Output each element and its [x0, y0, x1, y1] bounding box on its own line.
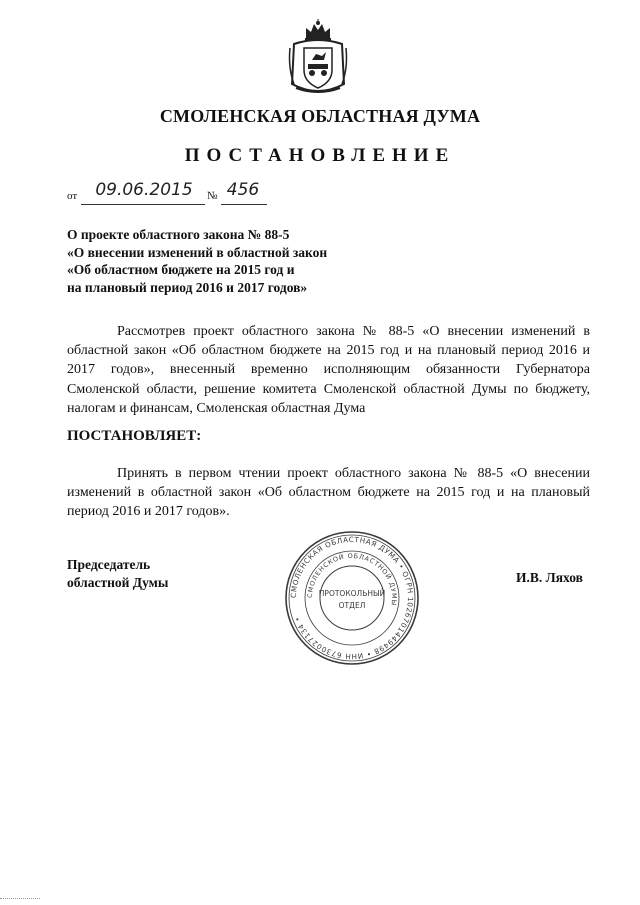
- handwritten-date: 09.06.2015: [95, 180, 193, 200]
- signatory-title-line: Председатель: [67, 557, 151, 572]
- stamp-inner-ring-text: СМОЛЕНСКОЙ ОБЛАСТНОЙ ДУМЫ: [305, 551, 399, 607]
- decree-heading: ПОСТАНОВЛЯЕТ:: [67, 428, 202, 444]
- stamp-center-line: ОТДЕЛ: [338, 601, 366, 610]
- date-number-line: [67, 180, 287, 208]
- subject-line: «О внесении изменений в областной закон: [67, 244, 328, 260]
- subject-line: на плановый период 2016 и 2017 годов»: [67, 279, 308, 295]
- page-edge-mark: [0, 898, 40, 899]
- document-subject: [67, 226, 487, 296]
- handwritten-number: 456: [226, 180, 260, 200]
- stamp-center-line: ПРОТОКОЛЬНЫЙ: [318, 589, 386, 598]
- number-label: №: [207, 190, 218, 202]
- stamp-ring-text: СМОЛЕНСКАЯ ОБЛАСТНАЯ ДУМА • ОГРН 1026701449498 • ИНН 6730027134 •: [288, 534, 416, 662]
- date-underline: [81, 204, 205, 205]
- official-stamp: [282, 528, 422, 668]
- document-type-title: ПОСТАНОВЛЕНИЕ: [184, 145, 456, 166]
- subject-line: «Об областном бюджете на 2015 год и: [67, 262, 295, 277]
- signatory-name: И.В. Ляхов: [516, 570, 583, 585]
- signatory-title: [67, 556, 168, 592]
- coat-of-arms-emblem: [286, 18, 350, 98]
- signatory-title-line: областной Думы: [67, 575, 169, 590]
- subject-line: О проекте областного закона № 88-5: [67, 227, 290, 242]
- organization-name: СМОЛЕНСКАЯ ОБЛАСТНАЯ ДУМА: [159, 106, 481, 126]
- resolution-paragraph: Принять в первом чтении проект областного закона № 88-5 «О внесении изменений в областной закон «Об областном бюджете на 2015 год и на плановый период 2016 и 2017 годов».: [67, 466, 590, 520]
- preamble-paragraph: Рассмотрев проект областного закона № 88-5 «О внесении изменений в областной закон «Об областном бюджете на 2015 год и на плановый период 2016 и 2017 годов», внесенный временно исполняющим обязанности Губернатора Смоленской области, решение комитета Смоленской областной Думы по бюджету, налогам и финансам, Смоленская областная Дума: [67, 324, 590, 416]
- number-underline: [221, 204, 267, 205]
- from-label: от: [67, 190, 78, 202]
